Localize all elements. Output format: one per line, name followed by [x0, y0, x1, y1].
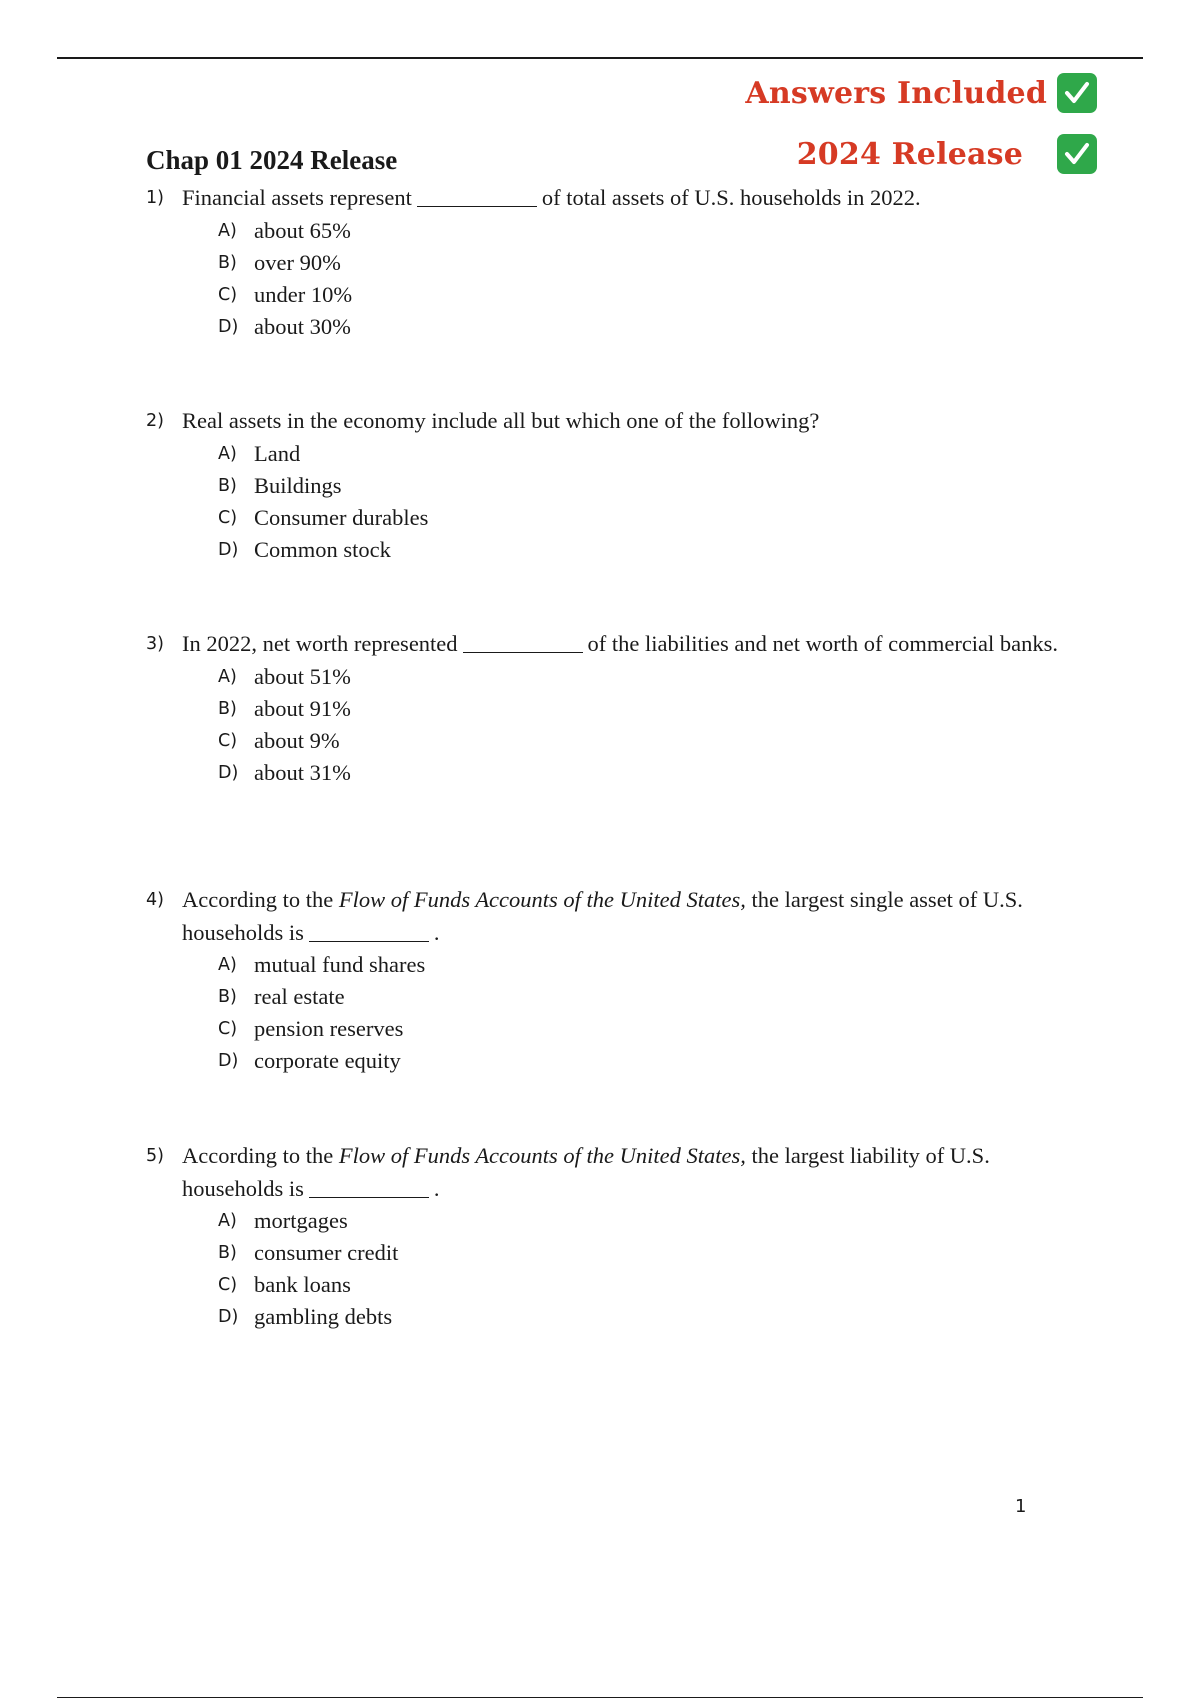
question-number: 1) [146, 188, 164, 208]
answers-included-badge [745, 73, 1097, 113]
option-item: C) about 9% [218, 727, 340, 753]
question-text: In 2022, net worth represented of the liabilities and net worth of commercial banks. [182, 631, 1059, 656]
question-3 [146, 628, 1096, 789]
option-item: C) Consumer durables [218, 504, 429, 530]
chapter-title: Chap 01 2024 Release [146, 145, 398, 175]
option-item: A) mortgages [218, 1208, 348, 1233]
option-item: D) about 30% [218, 313, 351, 339]
bottom-rule [57, 1697, 1143, 1698]
top-rule [57, 57, 1143, 59]
question-1 [146, 182, 1096, 343]
question-4 [146, 884, 1096, 1077]
option-item: B) consumer credit [218, 1240, 399, 1265]
answer-blank [309, 1196, 429, 1198]
question-5 [146, 1140, 1096, 1333]
question-text: Real assets in the economy include all but which one of the following? [182, 408, 820, 433]
options-list [146, 949, 1096, 1077]
question-2 [146, 405, 1096, 566]
check-mark-icon [1057, 134, 1097, 174]
option-item: A) about 65% [218, 217, 351, 243]
option-item: C) bank loans [218, 1272, 351, 1297]
page-number: 1 [1015, 1496, 1027, 1517]
question-number: 3) [146, 634, 164, 654]
options-list [146, 661, 1096, 789]
question-text: According to the Flow of Funds Accounts of the United States, the largest liability of U.S. households is . [182, 1143, 990, 1201]
option-item: C) pension reserves [218, 1016, 404, 1041]
option-item: A) Land [218, 440, 301, 466]
option-item: A) about 51% [218, 663, 351, 689]
question-number: 5) [146, 1146, 164, 1166]
options-list [146, 215, 1096, 343]
answers-included-label: Answers Included [745, 75, 1047, 111]
option-item: B) about 91% [218, 695, 351, 721]
option-item: B) Buildings [218, 472, 342, 498]
answer-blank [309, 940, 429, 942]
release-badge [797, 134, 1097, 174]
options-list [146, 1205, 1096, 1333]
question-number: 4) [146, 890, 164, 910]
option-item: D) about 31% [218, 759, 351, 785]
release-label: 2024 Release [796, 136, 1023, 172]
option-item: B) real estate [218, 984, 345, 1009]
option-item: D) gambling debts [218, 1304, 393, 1329]
options-list [146, 438, 1096, 566]
check-mark-icon [1057, 73, 1097, 113]
option-item: D) Common stock [218, 536, 391, 562]
question-number: 2) [146, 411, 164, 431]
option-item: A) mutual fund shares [218, 952, 426, 977]
option-item: D) corporate equity [218, 1048, 401, 1073]
question-text: According to the Flow of Funds Accounts of the United States, the largest single asset of U.S. households is . [182, 887, 1023, 945]
option-item: B) over 90% [218, 249, 341, 275]
answer-blank [463, 651, 583, 653]
option-item: C) under 10% [218, 281, 353, 307]
question-text: Financial assets represent of total assets of U.S. households in 2022. [182, 185, 921, 210]
answer-blank [417, 205, 537, 207]
